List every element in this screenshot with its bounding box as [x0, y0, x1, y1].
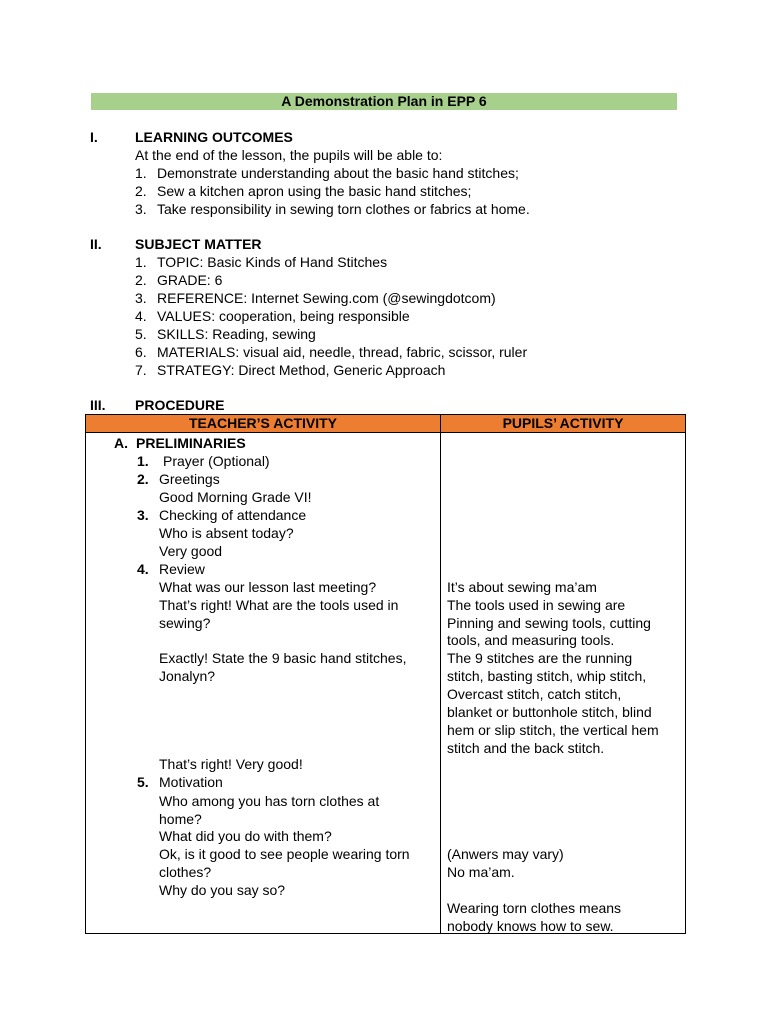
step-line: Why do you say so? [159, 882, 286, 898]
step-number: 1. [137, 453, 149, 469]
pupils-activity-cell [441, 433, 686, 934]
step-title: Checking of attendance [159, 507, 307, 523]
step-title: Prayer (Optional) [163, 453, 270, 469]
pupil-line: It’s about sewing ma’am [447, 579, 597, 595]
step-number: 5. [137, 774, 149, 790]
part-letter: A. [114, 435, 128, 451]
pupil-line: stitch and the back stitch. [447, 740, 605, 756]
pupil-line: hem or slip stitch, the vertical hem [447, 722, 659, 738]
section-heading: LEARNING OUTCOMES [135, 129, 293, 145]
list-item: 4. VALUES: cooperation, being responsible [135, 308, 410, 324]
step-number: 3. [137, 507, 149, 523]
step-line: Who among you has torn clothes at [159, 793, 380, 809]
section-heading: SUBJECT MATTER [135, 236, 262, 252]
section-intro: At the end of the lesson, the pupils will be able to: [135, 147, 443, 163]
step-line: home? [159, 811, 202, 827]
step-line: That’s right! What are the tools used in [159, 597, 399, 613]
pupil-line: No ma’am. [447, 864, 515, 880]
pupil-line: stitch, basting stitch, whip stitch, [447, 668, 647, 684]
step-number: 2. [137, 471, 149, 487]
pupil-line: Overcast stitch, catch stitch, [447, 686, 622, 702]
pupil-line: nobody knows how to sew. [447, 918, 614, 934]
list-item: 2. GRADE: 6 [135, 272, 223, 288]
step-line: What was our lesson last meeting? [159, 579, 377, 595]
list-item: 3. Take responsibility in sewing torn clothes or fabrics at home. [135, 201, 530, 217]
section-heading: PROCEDURE [135, 397, 225, 413]
step-line: Exactly! State the 9 basic hand stitches, [159, 650, 407, 666]
list-item: 3. REFERENCE: Internet Sewing.com (@sewingdotcom) [135, 290, 496, 306]
section-numeral: III. [90, 397, 106, 413]
step-title: Review [159, 561, 205, 577]
column-header-pupils: PUPILS’ ACTIVITY [441, 415, 686, 433]
step-line: What did you do with them? [159, 828, 332, 844]
step-line: sewing? [159, 615, 211, 631]
pupil-line: Pinning and sewing tools, cutting [447, 615, 651, 631]
teacher-activity-cell [86, 433, 441, 934]
step-title: Greetings [159, 471, 220, 487]
list-item: 5. SKILLS: Reading, sewing [135, 326, 316, 342]
step-line: Good Morning Grade VI! [159, 489, 312, 505]
list-item: 1. TOPIC: Basic Kinds of Hand Stitches [135, 254, 388, 270]
step-line: Who is absent today? [159, 525, 294, 541]
step-line: Jonalyn? [159, 668, 216, 684]
step-line: Ok, is it good to see people wearing torn [159, 846, 410, 862]
part-title: PRELIMINARIES [136, 435, 246, 451]
list-item: 6. MATERIALS: visual aid, needle, thread, fabric, scissor, ruler [135, 344, 528, 360]
step-title: Motivation [159, 774, 223, 790]
list-item: 2. Sew a kitchen apron using the basic hand stitches; [135, 183, 472, 199]
section-numeral: II. [90, 236, 102, 252]
section-numeral: I. [90, 129, 98, 145]
list-item: 1. Demonstrate understanding about the basic hand stitches; [135, 165, 519, 181]
pupil-line: tools, and measuring tools. [447, 632, 615, 648]
pupil-line: The tools used in sewing are [447, 597, 626, 613]
list-item: 7. STRATEGY: Direct Method, Generic Approach [135, 362, 446, 378]
document-title: A Demonstration Plan in EPP 6 [91, 93, 677, 110]
pupil-line: The 9 stitches are the running [447, 650, 633, 666]
step-line: clothes? [159, 864, 212, 880]
column-header-teacher: TEACHER’S ACTIVITY [86, 415, 441, 433]
pupil-line: blanket or buttonhole stitch, blind [447, 704, 652, 720]
procedure-table [85, 414, 686, 934]
step-line: That’s right! Very good! [159, 756, 303, 772]
pupil-line: (Anwers may vary) [447, 846, 564, 862]
step-line: Very good [159, 543, 223, 559]
pupil-line: Wearing torn clothes means [447, 900, 622, 916]
step-number: 4. [137, 561, 149, 577]
